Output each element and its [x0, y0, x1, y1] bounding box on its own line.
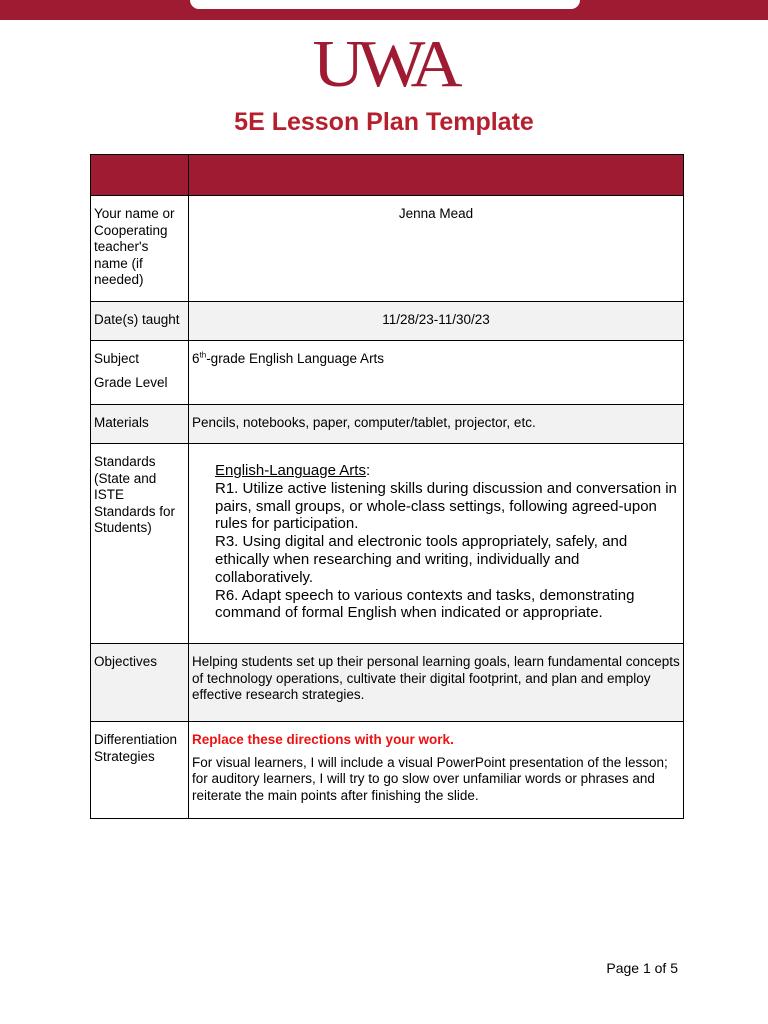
table-row-name	[91, 196, 684, 302]
grade-level-label: Grade Level	[94, 374, 168, 390]
differentiation-label: Differentiation Strategies	[91, 722, 189, 819]
subject-text: -grade English Language Arts	[206, 351, 385, 366]
table-row-standards	[91, 444, 684, 644]
header-cell-right	[189, 155, 684, 196]
materials-label: Materials	[91, 405, 189, 444]
name-label: Your name or Cooperating teacher's name (if needed)	[91, 196, 189, 302]
standard-r3: R3. Using digital and electronic tools appropriately, safely, and ethically when researching and writing, individually and collaboratively.	[215, 533, 628, 586]
table-row-materials	[91, 405, 684, 444]
directions-text: Replace these directions with your work.	[192, 732, 454, 747]
subject-grade-label	[91, 341, 189, 405]
objectives-label: Objectives	[91, 644, 189, 722]
lesson-plan-table	[90, 154, 684, 819]
uwa-logo: UWA	[312, 27, 456, 101]
standards-label: Standards (State and ISTE Standards for Students)	[91, 444, 189, 644]
table-header-row	[91, 155, 684, 196]
dates-label: Date(s) taught	[91, 302, 189, 341]
standards-heading-colon: :	[365, 462, 371, 479]
grade-suffix: th	[199, 350, 207, 360]
differentiation-text: For visual learners, I will include a visual PowerPoint presentation of the lesson; for auditory learners, I will try to go slow over unfamiliar words or phrases and reiterate the main points after finishing the slide.	[192, 754, 668, 803]
table-row-objectives	[91, 644, 684, 722]
materials-value: Pencils, notebooks, paper, computer/tablet, projector, etc.	[189, 405, 684, 444]
header-cell-left	[91, 155, 189, 196]
standard-r1: R1. Utilize active listening skills during discussion and conversation in pairs, small groups, or whole-class settings, following agreed-upon rules for participation.	[215, 479, 677, 533]
table-row-differentiation	[91, 722, 684, 819]
page-title: 5E Lesson Plan Template	[234, 108, 534, 136]
standard-r6: R6. Adapt speech to various contexts and tasks, demonstrating command of formal English when indicated or appropriate.	[215, 586, 635, 622]
name-value: Jenna Mead	[189, 196, 684, 302]
standards-heading-text: English-Language Arts	[215, 462, 366, 479]
table-row-dates	[91, 302, 684, 341]
standards-heading	[215, 462, 679, 480]
standards-content	[189, 444, 683, 622]
dates-value: 11/28/23-11/30/23	[189, 302, 684, 341]
table-row-subject	[91, 341, 684, 405]
grade-number: 6	[192, 351, 200, 366]
header-tab	[190, 0, 580, 9]
subject-label: Subject	[94, 351, 140, 366]
standards-value	[189, 444, 684, 644]
page-number: Page 1 of 5	[606, 960, 678, 976]
subject-value	[189, 341, 684, 405]
differentiation-value	[189, 722, 684, 819]
objectives-value: Helping students set up their personal learning goals, learn fundamental concepts of technology operations, cultivate their digital footprint, and plan and employ effective research strategies.	[189, 644, 684, 722]
